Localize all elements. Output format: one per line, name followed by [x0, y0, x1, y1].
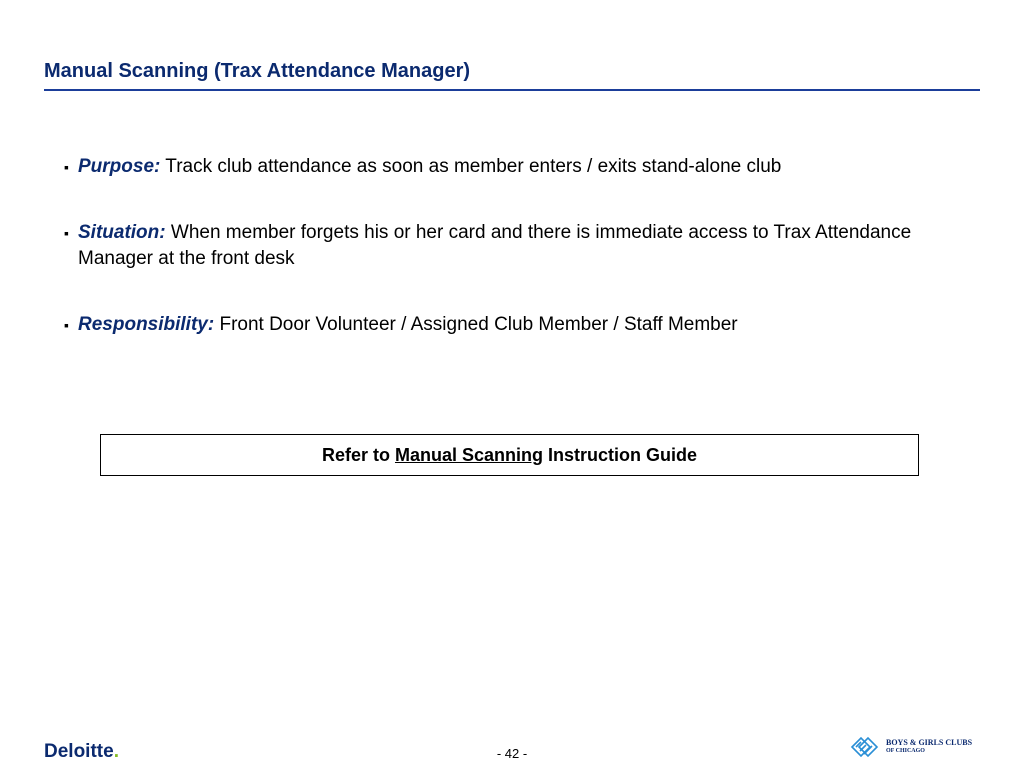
bullet-text: Track club attendance as soon as member enters / exits stand-alone club — [160, 156, 782, 177]
bullet-term: Purpose: — [78, 156, 161, 177]
bullet-marker: ▪ — [64, 159, 69, 175]
deloitte-logo-dot: . — [113, 741, 119, 762]
title-divider — [44, 89, 980, 91]
reference-prefix: Refer to — [321, 444, 395, 465]
bullet-marker: ▪ — [64, 317, 69, 333]
manual-scanning-link[interactable]: Manual Scanning — [394, 444, 544, 465]
bullet-list — [64, 154, 944, 378]
bullet-purpose — [64, 154, 944, 180]
deloitte-logo-text: Deloitte — [44, 741, 114, 762]
page-number: - 42 - — [496, 746, 528, 761]
reference-box — [100, 434, 919, 476]
bgc-logo — [850, 736, 972, 758]
reference-suffix: Instruction Guide — [543, 444, 698, 465]
bullet-text: When member forgets his or her card and there is immediate access to Trax Attendance Manager at the front desk — [78, 222, 912, 269]
bullet-marker: ▪ — [64, 225, 69, 241]
bullet-text: Front Door Volunteer / Assigned Club Member / Staff Member — [214, 314, 738, 335]
slide-title: Manual Scanning (Trax Attendance Manager) — [44, 60, 471, 82]
bullet-situation — [64, 220, 944, 272]
bullet-term: Responsibility: — [78, 314, 215, 335]
bgc-diamond-icon — [850, 736, 880, 758]
bgc-line2: OF CHICAGO — [886, 748, 925, 754]
bgc-logo-text — [886, 738, 972, 756]
bgc-line1: BOYS & GIRLS CLUBS — [886, 738, 973, 747]
bullet-term: Situation: — [78, 222, 166, 243]
bullet-responsibility — [64, 312, 944, 338]
